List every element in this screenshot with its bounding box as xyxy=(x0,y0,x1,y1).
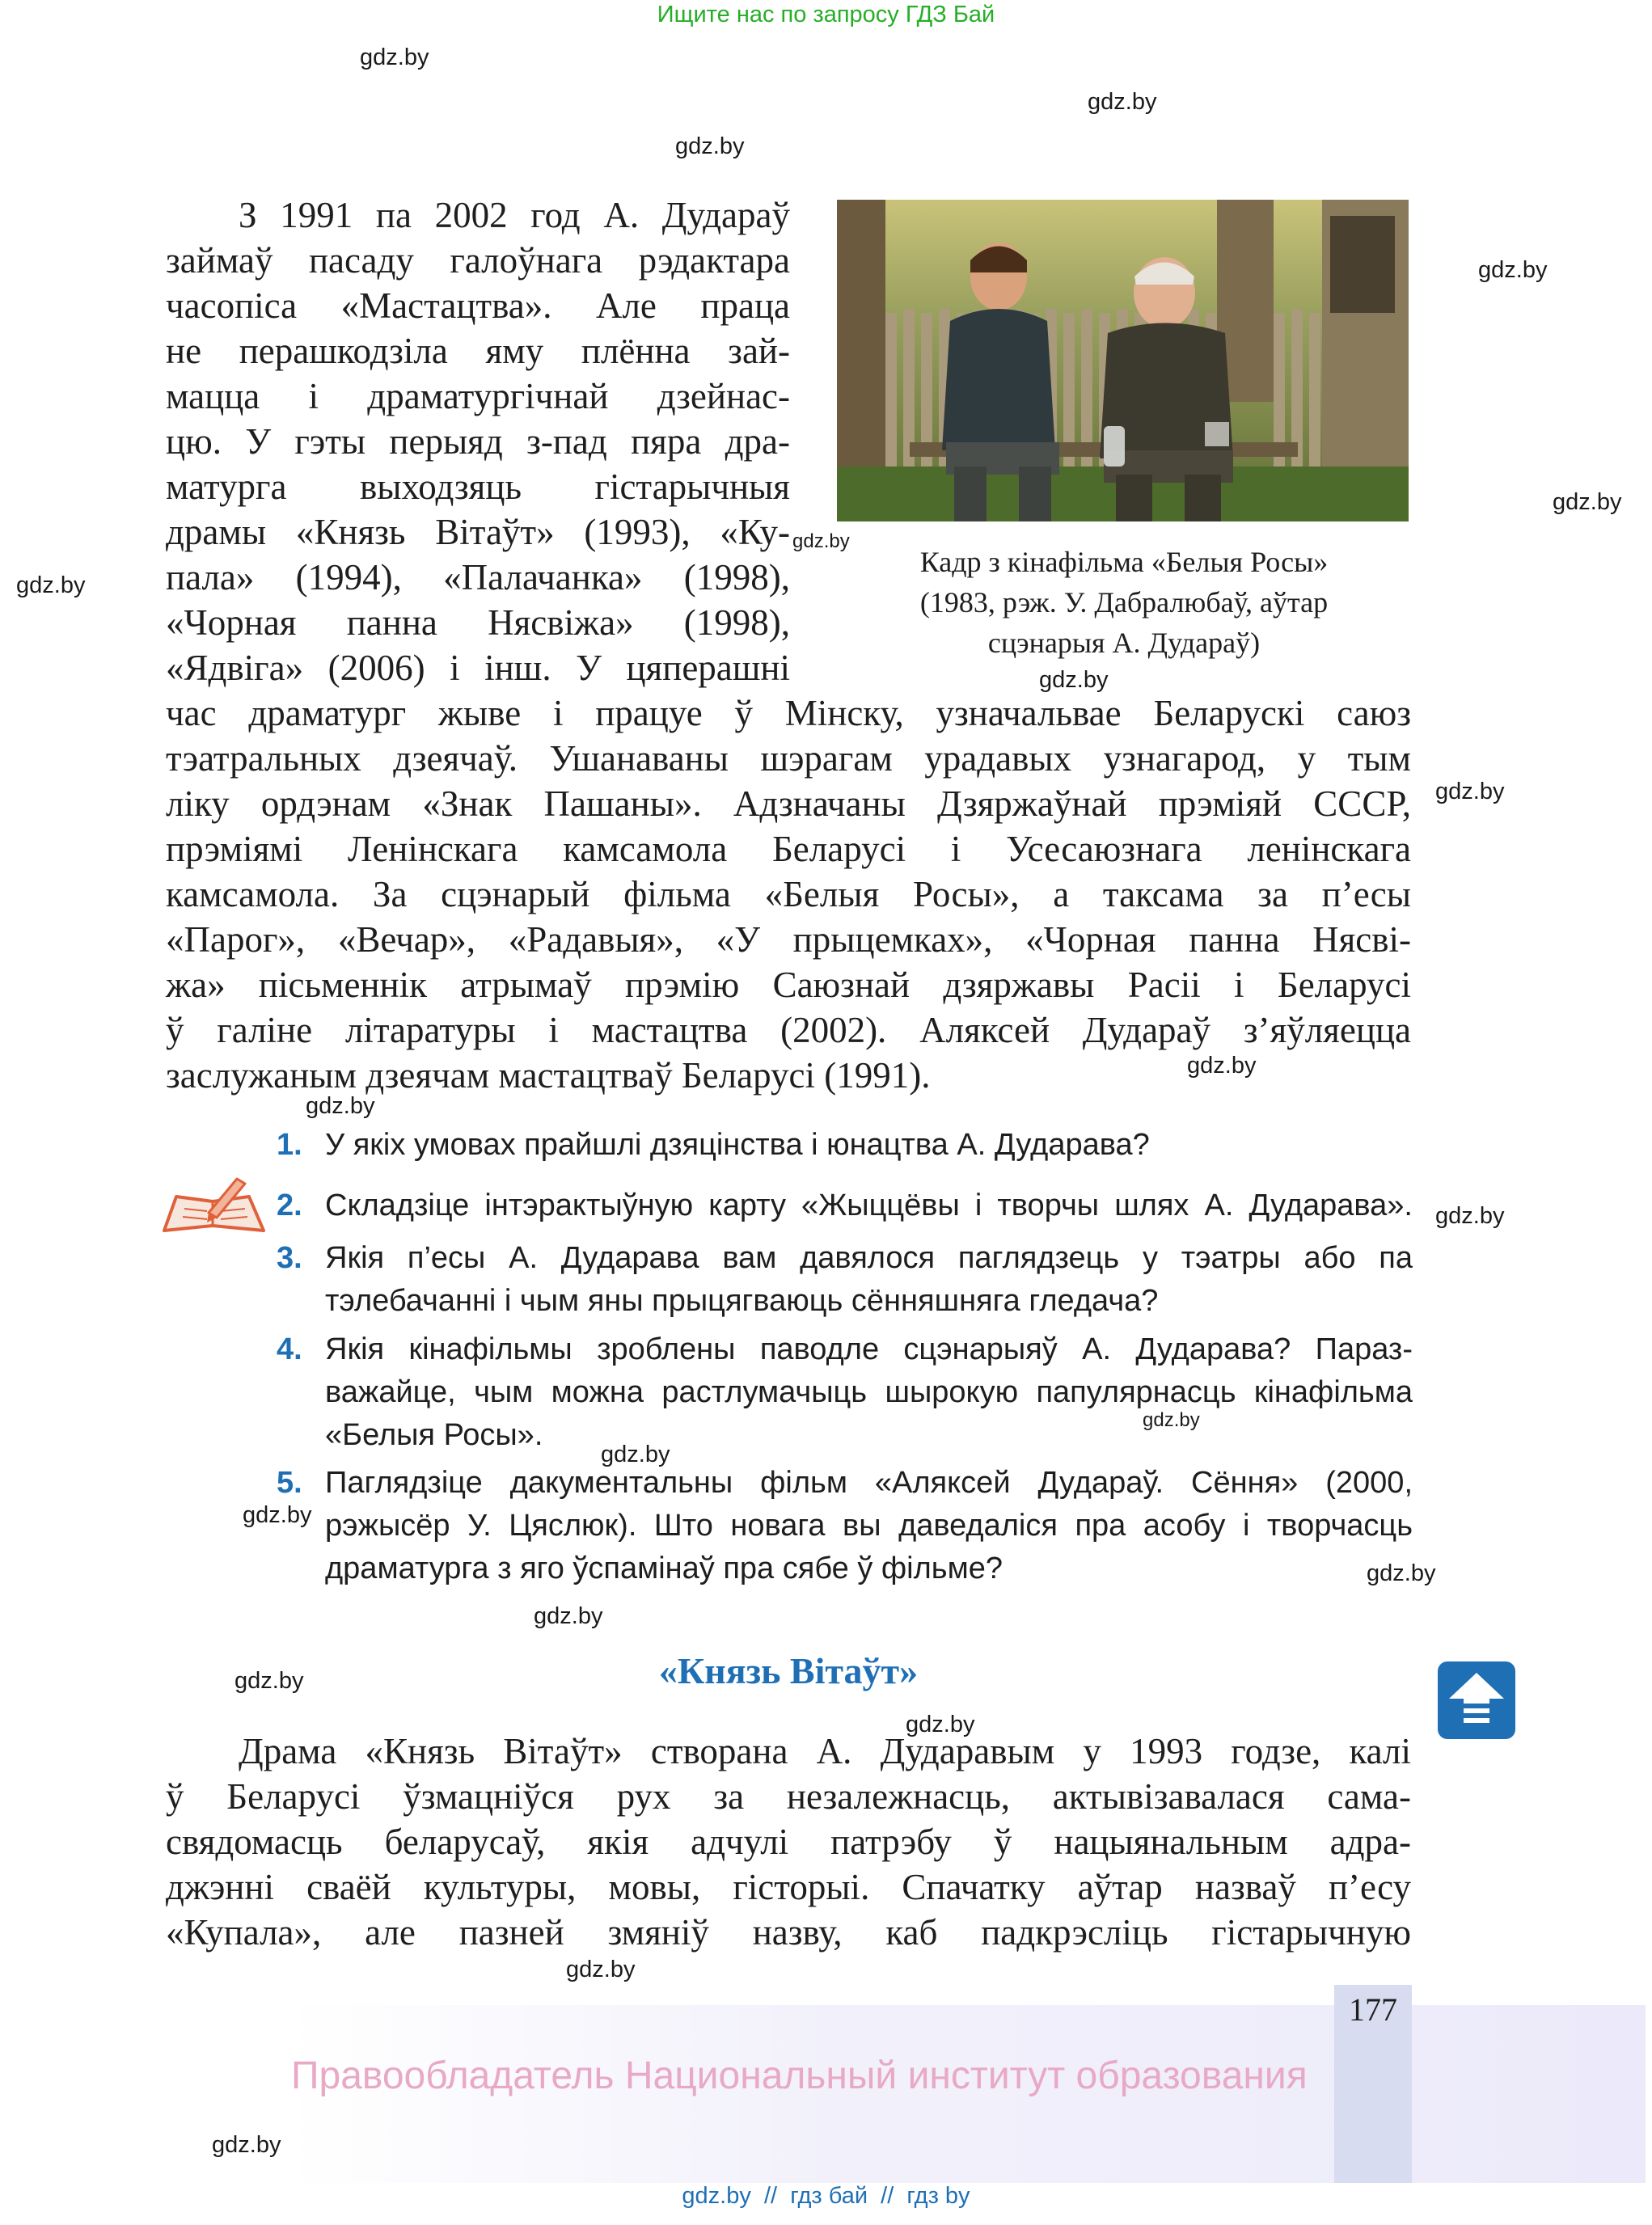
text-line: заслужаным дзеячам мастацтваў Беларусі (1991). xyxy=(166,1055,931,1096)
watermark: gdz.by xyxy=(1367,1560,1436,1586)
text-line: Драма «Князь Вітаўт» створана А. Дударавым у 1993 годзе, калі xyxy=(239,1731,1411,1771)
question-line: «Белыя Росы». xyxy=(325,1418,543,1452)
question-number: 2. xyxy=(277,1188,302,1222)
section-title: «Князь Вітаўт» xyxy=(658,1650,919,1691)
question-number: 1. xyxy=(277,1128,302,1162)
page-number: 177 xyxy=(1349,1991,1397,2028)
watermark: gdz.by xyxy=(243,1502,312,1528)
text-line: цю. У гэты перыяд з-пад пяра дра- xyxy=(166,421,790,462)
text-line: ў галіне літаратуры і мастацтва (2002). Аляксей Дудараў з’яўляецца xyxy=(166,1010,1411,1050)
text-line: «Чорная панна Нясвіжа» (1998), xyxy=(166,602,790,643)
text-line: джэнні сваёй культуры, мовы, гісторыі. Спачатку аўтар назваў п’есу xyxy=(166,1867,1411,1907)
top-banner[interactable]: Ищите нас по запросу ГДЗ Бай xyxy=(657,2,995,27)
text-line: драмы «Князь Вітаўт» (1993), «Ку- xyxy=(166,512,790,552)
question-line: драматурга з яго ўспамінаў пра сябе ў фільме? xyxy=(325,1552,1003,1585)
text-line: час драматург жыве і працуе ў Мінску, узначальвае Беларускі саюз xyxy=(166,693,1411,733)
watermark: gdz.by xyxy=(360,44,429,70)
text-line: ў Беларусі ўзмацніўся рух за незалежнасць, актывізавалася сама- xyxy=(166,1776,1411,1817)
text-line: камсамола. За сцэнарый фільма «Белыя Росы», а таксама за п’есы xyxy=(166,874,1411,914)
text-line: «Парог», «Вечар», «Радавыя», «У прыцемках», «Чорная панна Нясві- xyxy=(166,919,1411,960)
question-line: тэлебачанні і чым яны прыцягваюць сённяшняга гледача? xyxy=(325,1284,1159,1318)
question-line: Паглядзіце дакументальны фільм «Аляксей Дудараў. Сёння» (2000, xyxy=(325,1466,1413,1500)
watermark: gdz.by xyxy=(212,2132,281,2158)
text-line: ліку ордэнам «Знак Пашаны». Адзначаны Дзяржаўнай прэміяй СССР, xyxy=(166,783,1411,824)
watermark: gdz.by xyxy=(1143,1409,1200,1431)
text-line: «Ядвіга» (2006) і інш. У цяперашні xyxy=(166,648,790,688)
watermark: gdz.by xyxy=(1187,1053,1257,1079)
watermark: gdz.by xyxy=(601,1442,670,1467)
text-line: жа» пісьменнік атрымаў прэмію Саюзнай дзяржавы Расіі і Беларусі xyxy=(166,965,1411,1005)
text-line: матурга выходзяць гістарычныя xyxy=(166,467,790,507)
pencil-notebook-icon xyxy=(160,1172,269,1237)
question-number: 3. xyxy=(277,1241,302,1275)
watermark: gdz.by xyxy=(566,1957,636,1982)
up-arrow-icon[interactable] xyxy=(1438,1661,1515,1739)
caption-line: (1983, рэж. У. Дабралюбаў, аўтар xyxy=(919,586,1329,619)
watermark: gdz.by xyxy=(1478,257,1548,283)
text-line: З 1991 па 2002 год А. Дудараў xyxy=(239,195,790,235)
watermark: gdz.by xyxy=(16,572,86,598)
question-number: 4. xyxy=(277,1332,302,1366)
question-line: рэжысёр У. Цяслюк). Што новага вы даведаліся пра асобу і творчасць xyxy=(325,1509,1413,1543)
text-line: пала» (1994), «Палачанка» (1998), xyxy=(166,557,790,597)
question-number: 5. xyxy=(277,1466,302,1500)
watermark: gdz.by xyxy=(1435,779,1505,804)
bottom-links[interactable]: gdz.by // гдз бай // гдз by xyxy=(682,2183,970,2209)
text-line: свядомасць беларусаў, якія адчулі патрэбу ў нацыянальным адра- xyxy=(166,1822,1411,1862)
caption-line: сцэнарыя А. Дудараў) xyxy=(987,627,1261,659)
text-line: часопіса «Мастацтва». Але праца xyxy=(166,285,790,326)
caption-line: Кадр з кінафільма «Белыя Росы» xyxy=(919,546,1329,578)
text-line: мацца і драматургічнай дзейнас- xyxy=(166,376,790,416)
question-line: У якіх умовах прайшлі дзяцінства і юнацтва А. Дударава? xyxy=(325,1128,1150,1162)
photo-caption xyxy=(841,542,1407,663)
watermark: gdz.by xyxy=(306,1093,375,1119)
watermark: gdz.by xyxy=(234,1668,304,1694)
watermark: gdz.by xyxy=(1039,667,1109,693)
question-line: важайце, чым можна растлумачыць шырокую папулярнасць кінафільма xyxy=(325,1375,1413,1409)
watermark: gdz.by xyxy=(792,530,850,552)
watermark: gdz.by xyxy=(534,1603,603,1629)
question-line: Якія кінафільмы зроблены паводле сцэнарыяў А. Дударава? Параз- xyxy=(325,1332,1413,1366)
text-line: тэатральных дзеячаў. Ушанаваны шэрагам урадавых узнагарод, у тым xyxy=(166,738,1411,779)
watermark: gdz.by xyxy=(1435,1203,1505,1229)
copyright-notice: Правообладатель Национальный институт образования xyxy=(291,2054,1308,2097)
watermark: gdz.by xyxy=(906,1712,975,1737)
film-still-photo xyxy=(837,200,1409,521)
question-line: Якія п’есы А. Дударава вам давялося паглядзець у тэатры або па xyxy=(325,1241,1413,1275)
watermark: gdz.by xyxy=(675,133,745,159)
watermark: gdz.by xyxy=(1553,489,1622,515)
text-line: «Купала», але пазней змяніў назву, каб падкрэсліць гістарычную xyxy=(166,1912,1411,1953)
question-line: Складзіце інтэрактыўную карту «Жыццёвы і творчы шлях А. Дударава». xyxy=(325,1188,1413,1222)
text-line: прэміямі Ленінскага камсамола Беларусі і Усесаюзнага ленінскага xyxy=(166,829,1411,869)
watermark: gdz.by xyxy=(1088,89,1157,115)
text-line: не перашкодзіла яму плённа зай- xyxy=(166,331,790,371)
text-line: займаў пасаду галоўнага рэдактара xyxy=(166,240,790,281)
